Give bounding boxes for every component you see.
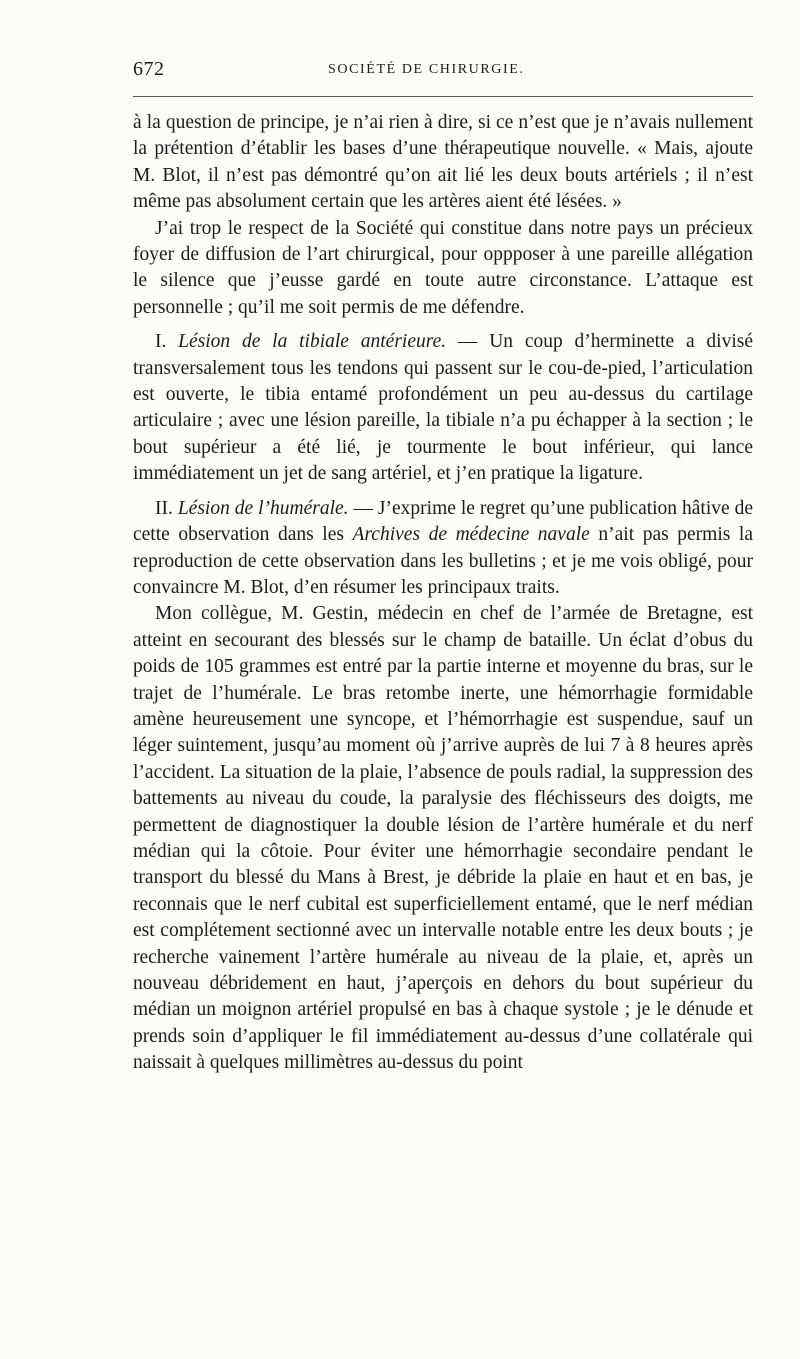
body-text bbox=[133, 110, 753, 1077]
section-number: I. bbox=[155, 331, 179, 353]
running-head bbox=[133, 58, 753, 88]
header-rule bbox=[133, 96, 753, 97]
section-title-humerale: Lésion de l’humérale. bbox=[177, 497, 349, 519]
section-text-tibiale: — Un coup d’herminette a divisé transversalement tous les tendons qui passent sur le cou-de-pied, l’articulation est ouverte, le tibia entamé profondément un peu au-dessus du cartilage articulaire ; avec une lésion pareille, la tibiale n’a pu échapper à la section ; le bout supérieur a été lié, je tourmente le bout inférieur, qui lance immédiatement un jet de sang artériel, et j’en pratique la ligature. bbox=[133, 331, 753, 485]
paragraph-case-report: Mon collègue, M. Gestin, médecin en chef de l’armée de Bretagne, est atteint en secourant des blessés sur le champ de bataille. Un éclat d’obus du poids de 105 grammes est entré par la partie interne et moyenne du bras, sur le trajet de l’humérale. Le bras retombe inerte, une hémorrhagie formidable amène heureusement une syncope, et l’hémorrhagie est suspendue, sauf un léger suintement, jusqu’au moment où j’arrive auprès de lui 7 à 8 heures après l’accident. La situation de la plaie, l’absence de pouls radial, la suppression des battements au niveau du coude, la paralysie des fléchisseurs des doigts, me permettent de diagnostiquer la double lésion de l’artère humérale et du nerf médian qui la côtoie. Pour éviter une hémorrhagie secondaire pendant le transport du blessé du Mans à Brest, je débride la plaie en haut et en bas, je reconnais que le nerf cubital est superficiellement entamé, que le nerf médian est complétement sectionné avec un intervalle notable entre les deux bouts ; je recherche vainement l’artère humérale au niveau de la plaie, et, après un nouveau débridement en haut, j’aperçois en dehors du bout supérieur du médian un moignon artériel propulsé en bas à chaque systole ; je le dénude et prends soin d’appliquer le fil immédiatement au-dessus d’une collatérale qui naissait à quelques millimètres au-dessus du point bbox=[133, 603, 753, 1074]
paragraph-response: J’ai trop le respect de la Société qui constitue dans notre pays un précieux foyer de diffusion de l’art chirurgical, pour oppposer à une pareille allégation le silence que j’eusse gardé en toute autre circonstance. L’attaque est personnelle ; qu’il me soit permis de me défendre. bbox=[133, 217, 753, 318]
section-text-humerale-a: — J’exprime le regret qu’une publication hâtive de cette observation dans les bbox=[133, 497, 753, 546]
paragraph-humerale bbox=[133, 496, 753, 602]
section-number: II. bbox=[155, 497, 178, 519]
running-title: SOCIÉTÉ DE CHIRURGIE. bbox=[328, 62, 525, 77]
paragraph-tibiale bbox=[133, 329, 753, 487]
page-number: 672 bbox=[133, 58, 165, 80]
section-text-humerale-b: n’ait pas permis la reproduction de cette observation dans les bulletins ; et je me vois obligé, pour convaincre M. Blot, d’en résumer les principaux traits. bbox=[133, 524, 754, 598]
section-title-tibiale: Lésion de la tibiale antérieure. bbox=[178, 331, 447, 353]
paragraph-continuation: à la question de principe, je n’ai rien à dire, si ce n’est que je n’avais nullement la prétention d’établir les bases d’une thérapeutique nouvelle. « Mais, ajoute M. Blot, il n’est pas démontré qu’on ait lié les deux bouts artériels ; il n’est même pas absolument certain que les artères aient été lésées. » bbox=[133, 112, 753, 213]
journal-title: Archives de médecine navale bbox=[352, 524, 590, 546]
